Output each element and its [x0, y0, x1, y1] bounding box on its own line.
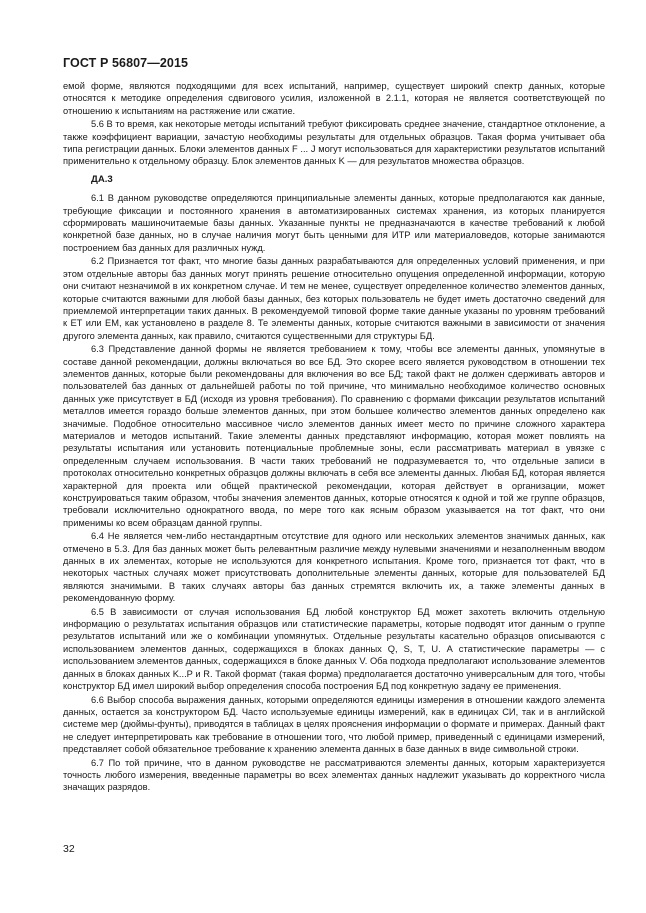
page-number: 32 [63, 843, 75, 855]
paragraph-6-1: 6.1 В данном руководстве определяются принципиальные элементы данных, которые предполагаются как данные, требующие фиксации и постоянного хранения в автоматизированных системах хранения, из которых планируется сформировать машиночитаемые базы данных. Указанные пункты не предназначаются в качестве требований к любой конкретной базе данных, но в случае наличия могут быть ценными для ИТР или материаловедов, которые занимаются построением баз данных для различных нужд. [63, 193, 605, 253]
paragraph-5-6: 5.6 В то время, как некоторые методы испытаний требуют фиксировать среднее значение, стандартное отклонение, а также коэффициент вариации, зачастую необходимы результаты для отдельных образцов. Такая форма учитывает оба типа регистрации данных. Блоки элементов данных F ... J могут использоваться для характеристики результатов испытаний применительно к отдельному образцу. Блок элементов данных K — для результатов множества образцов. [63, 119, 605, 167]
paragraph-6-2: 6.2 Признается тот факт, что многие базы данных разрабатываются для определенных условий применения, и при этом отдельные авторы баз данных могут принять решение относительно опущения определенной информации, которую они считают незначимой в их конкретном случае. И тем не менее, существует определенное количество элементов данных, которые считаются важными для любой базы данных, без которых пользователь не будет иметь достаточно сведений для приемлемой интерпретации таких данных. В рекомендуемой типовой форме такие данные указаны по уровням требований к ЕТ или ЕМ, как установлено в разделе 8. Те элементы данных, которые считаются важными в зависимости от значения другого элемента данных, как правило, считаются существенными для структуры БД. [63, 256, 605, 341]
document-body [63, 80, 605, 795]
paragraph-6-5: 6.5 В зависимости от случая использования БД любой конструктор БД может захотеть включить отдельную информацию о результатах испытания образцов или статистические параметры, которые подводят итог данным о группе результатов испытаний или же о комбинации упомянутых. Отдельные результаты касательно образцов описываются с использованием элементов данных, содержащихся в блоках данных Q, S, T, U. А статистические параметры — с использованием элементов данных, содержащихся в блоке данных V. Оба подхода предполагают использование элементов данных в блоках данных K...P и R. Такой формат (такая форма) предполагается достаточно универсальным для того, чтобы конструктор БД имел широкий выбор определения способа построения БД под конкретную задачу ее применения. [63, 606, 605, 692]
paragraph-6-6: 6.6 Выбор способа выражения данных, которыми определяются единицы измерения в отношении каждого элемента данных, остается за конструктором БД. Часто используемые единицы измерений, как в единицах СИ, так и в английской системе мер (дюймы-фунты), приводятся в таблицах в целях прояснения информации о формате и примерах. Данный факт не следует интерпретировать как требование в отношении того, что любой пример, приведенный с единицами измерений, представляет собой обязательное требование к хранению элемента данных в базе данных в виде символьной строки. [63, 694, 605, 755]
section-heading-da3: ДА.3 [91, 173, 113, 185]
paragraph-6-7: 6.7 По той причине, что в данном руководстве не рассматриваются элементы данных, которым характеризуется точность любого измерения, введенные параметры во всех элементах данных надлежит указывать до корректного числа значащих разрядов. [63, 757, 605, 793]
paragraph-continuation: емой форме, являются подходящими для всех испытаний, например, существует широкий спектр данных, которые относятся к методике определения сдвигового усилия, изложенной в 2.1.1, которая не является соответствующей по отношению к испытаниям на растяжение или сжатие. [63, 81, 605, 116]
page-header-standard-code: ГОСТ Р 56807—2015 [63, 56, 189, 70]
paragraph-6-4: 6.4 Не является чем-либо нестандартным отсутствие для одного или нескольких элементов значимых данных, как отмечено в 5.3. Для баз данных может быть релевантным различие между нулевыми значениями и незаполненным вводом данных в их элементах, которые не используются для конкретного испытания. Кроме того, признается тот факт, что в некоторых частных случаях может присутствовать дополнительные элементы данных, которые для пользователей БД являются значимыми. В таких случаях авторы баз данных стремятся включить их, а также элементы данных в рекомендованную форму. [63, 531, 605, 604]
paragraph-6-3: 6.3 Представление данной формы не является требованием к тому, чтобы все элементы данных, упомянутые в составе данной рекомендации, должны включаться во все БД. Это скорее всего является руководством в отношении тех элементов данных, которые были рекомендованы для включения во все БД; такой факт не должен сдерживать авторов и пользователей баз данных от дальнейшей работы по той причине, что минимально необходимое количество основных данных уже присутствует в БД (исходя из уровня требования). По сравнению с формами фиксации результатов испытаний металлов имеется гораздо больше элементов данных, при этом большее количество элементов данных определено как значимые. Подобное относительно массивное число элементов данных имеет место по причине сложного характера материалов и методов испытаний. Такие элементы данных представляют информацию, которая может повлиять на результаты испытания или установить потенциальные проблемные зоны, если рассматривать материал в увязке с определенным случаем использования. В части таких требований не подразумевается то, что отдельные записи в протоколах относительно конкретных образцов должны включать в себя все элементы данных. Любая БД, которая является характерной для проекта или общей практической рекомендации, которая действует в организации, может конструироваться таким образом, чтобы значения элементов данных, которые относятся к одной и той же группе образцов, требовали исключительно однократного ввода, по мере того как ясным образом указывается на тот факт, что они применимы ко всем образцам данной группы. [63, 344, 605, 528]
